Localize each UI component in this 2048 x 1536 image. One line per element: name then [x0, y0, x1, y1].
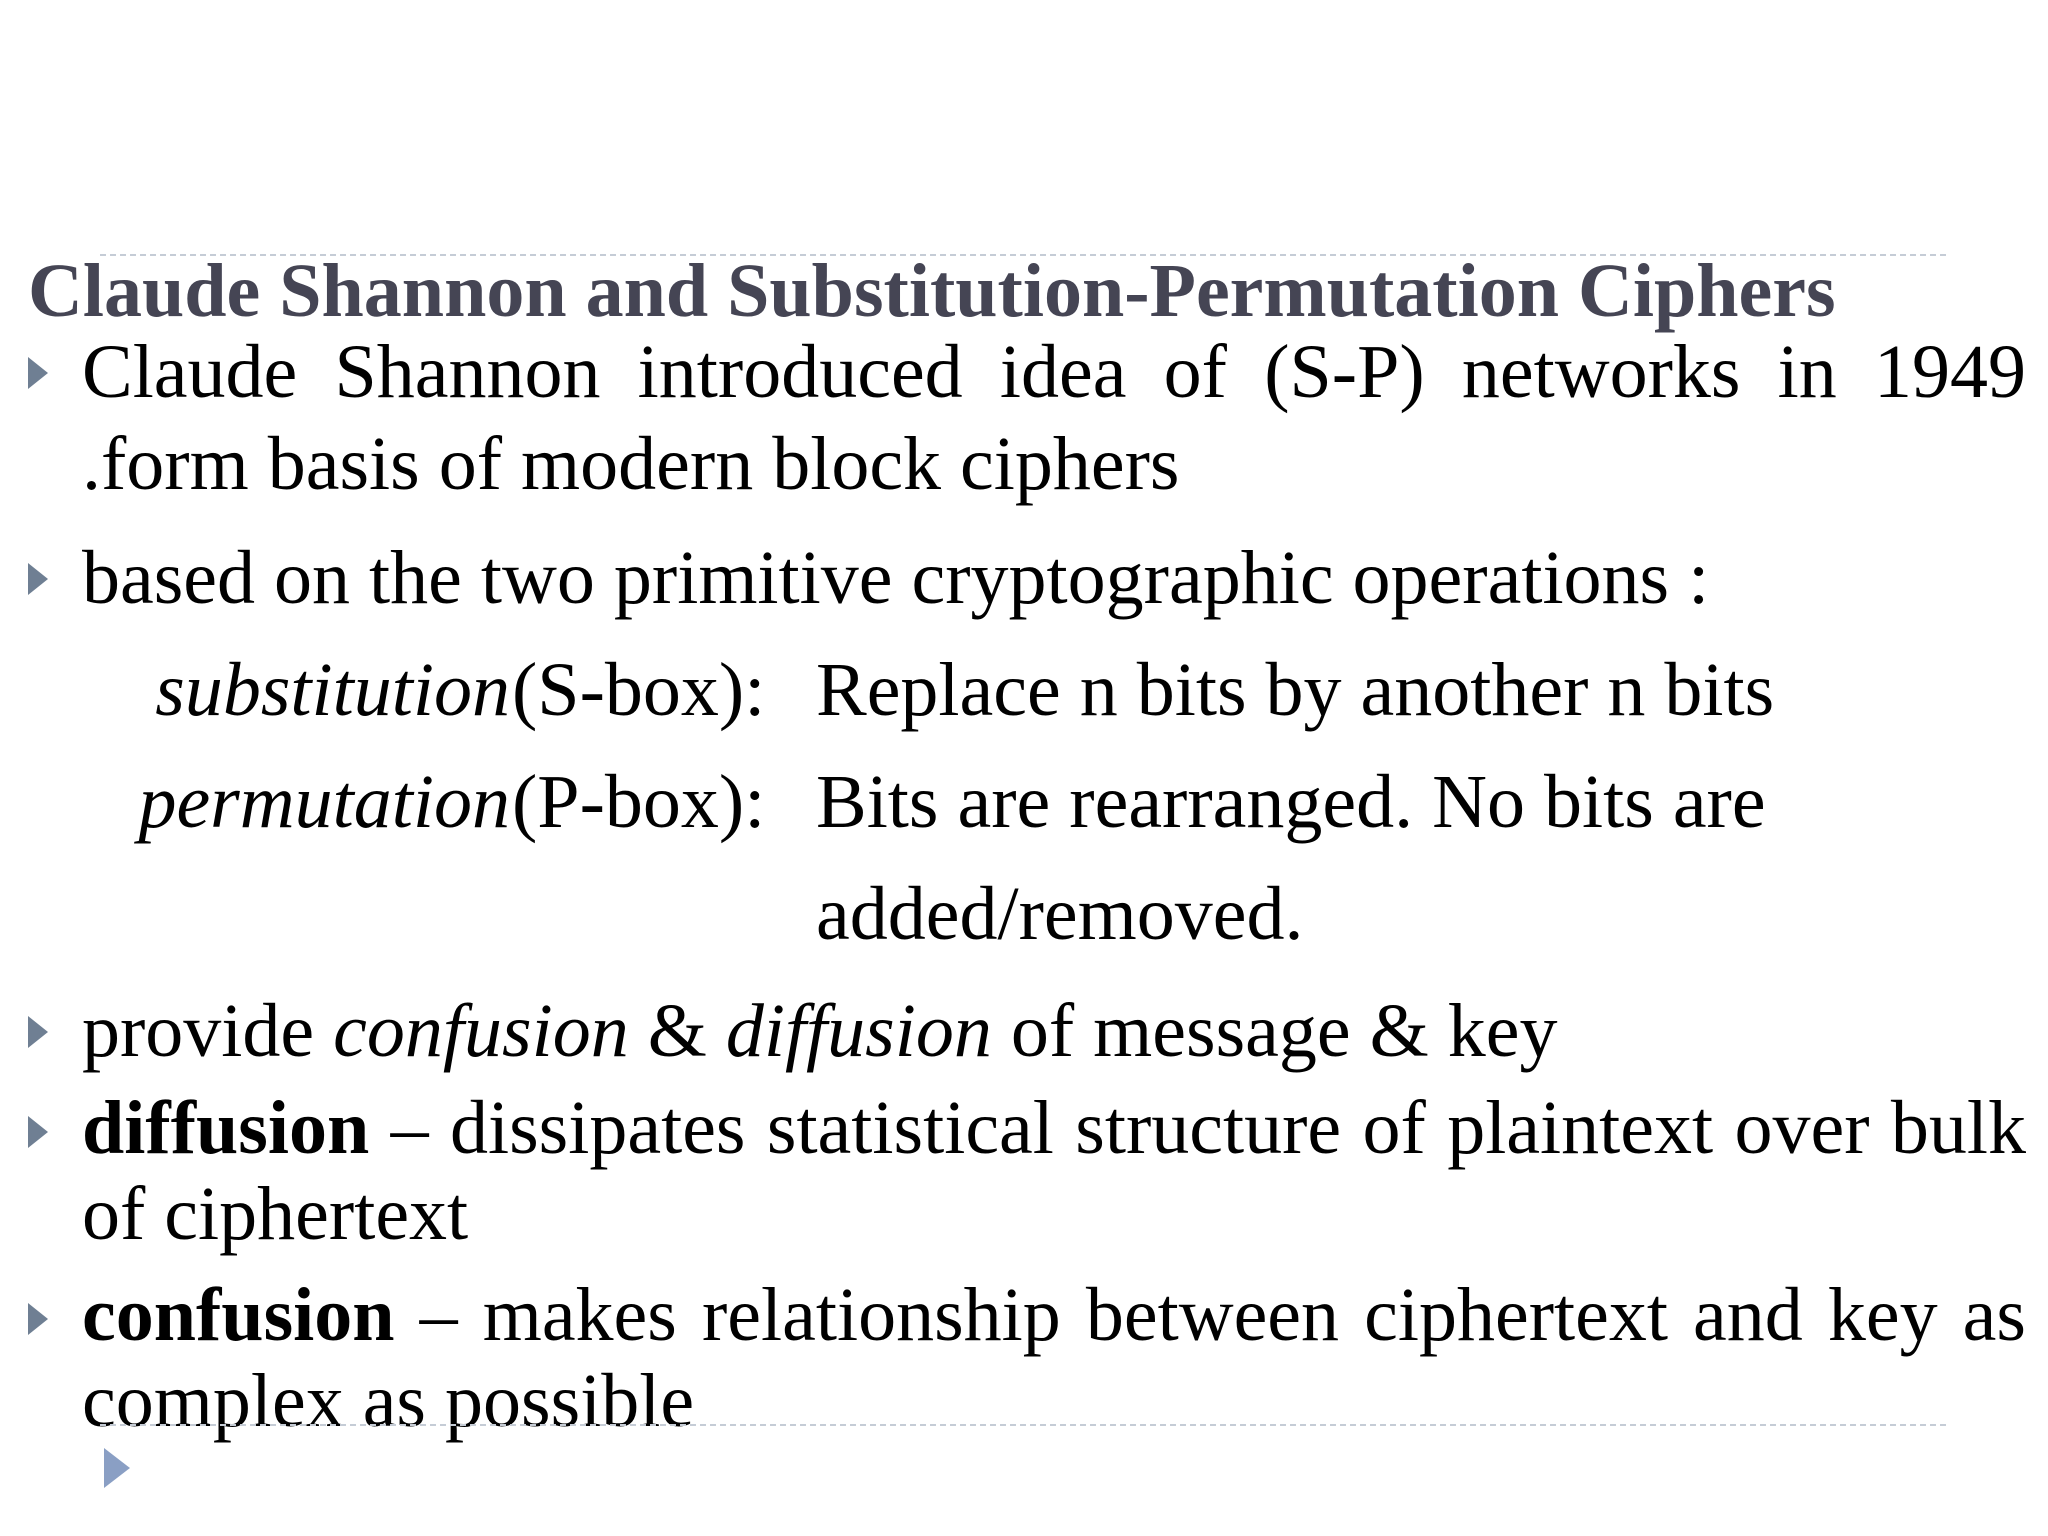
- diffusion-bold-term: diffusion: [82, 1086, 370, 1170]
- bottom-divider: [100, 1424, 1946, 1426]
- triangle-bullet-icon: [28, 357, 48, 389]
- bullet-item-4: [82, 1085, 2026, 1257]
- bullet-text: provide: [82, 989, 334, 1073]
- bullet-item-2: based on the two primitive cryptographic operations :: [82, 536, 1710, 620]
- triangle-bullet-icon: [28, 1016, 48, 1048]
- triangle-bullet-icon: [28, 1303, 48, 1335]
- bullet-text: – dissipates statistical structure of plaintext over bulk of ciphertext: [82, 1086, 2026, 1256]
- slide-title: Claude Shannon and Substitution-Permutation Ciphers: [28, 249, 1836, 333]
- definition-box-label: (P-box):: [512, 760, 766, 844]
- confusion-term: confusion: [333, 989, 629, 1073]
- bullet-text: &: [628, 989, 726, 1073]
- bullet-item-5: [82, 1272, 2026, 1444]
- definition-box-label: (S-box):: [512, 648, 766, 732]
- bullet-text: – makes relationship between ciphertext and key as complex as possible: [82, 1273, 2026, 1443]
- bullet-item-3: [82, 985, 1558, 1077]
- triangle-bullet-icon: [28, 1116, 48, 1148]
- bullet-item-1: Claude Shannon introduced idea of (S-P) networks in 1949 .form basis of modern block ciphers: [82, 330, 2026, 506]
- definition-text-line-1: Bits are rearranged. No bits are: [816, 760, 1766, 844]
- definition-term: substitution: [155, 648, 510, 732]
- next-slide-arrow-icon[interactable]: [104, 1448, 130, 1488]
- bullet-text: of message & key: [991, 989, 1558, 1073]
- confusion-bold-term: confusion: [82, 1273, 395, 1357]
- triangle-bullet-icon: [28, 563, 48, 595]
- definition-term: permutation: [138, 760, 510, 844]
- diffusion-term: diffusion: [725, 989, 992, 1073]
- definition-text-line-2: added/removed.: [816, 872, 1304, 956]
- definition-text: Replace n bits by another n bits: [816, 648, 1775, 732]
